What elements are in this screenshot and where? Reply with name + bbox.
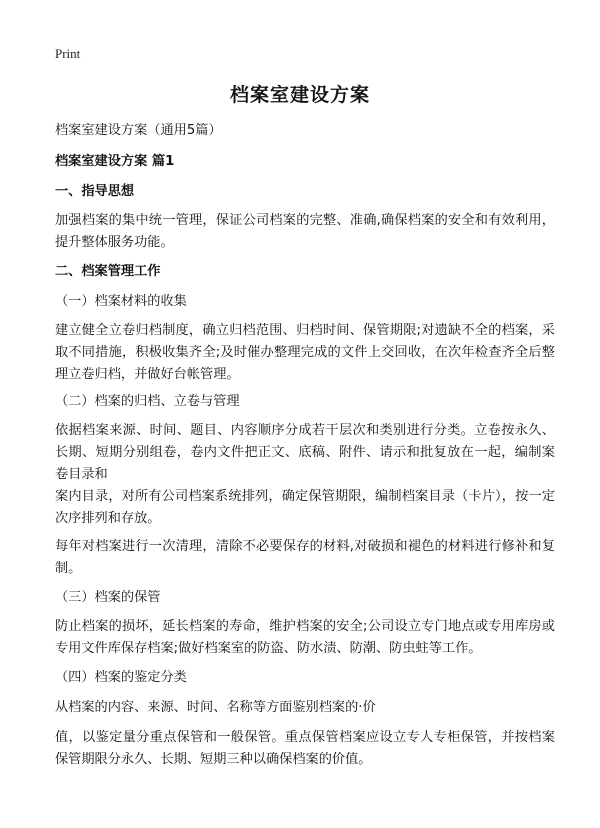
subheading-appraisal: （四）档案的鉴定分类	[55, 670, 187, 685]
heading-guiding-ideology: 一、指导思想	[55, 184, 135, 199]
print-label: Print	[55, 46, 81, 61]
paragraph-filing-1: 依据档案来源、时间、题目、内容顺序分成若干层次和类别进行分类。立卷按永久、长期、短期分别组卷，卷内文件把正文、底稿、附件、请示和批复放在一起，编制案卷目录和	[55, 423, 555, 482]
paragraph-appraisal-1: 从档案的内容、来源、时间、名称等方面鉴别档案的·价	[55, 700, 376, 715]
section-heading: 档案室建设方案 篇1	[55, 154, 175, 169]
paragraph-filing-2: 案内目录，对所有公司档案系统排列，确定保管期限，编制档案目录（卡片），按一定次序排列和存放。	[55, 489, 555, 526]
paragraph-guiding-ideology: 加强档案的集中统一管理，保证公司档案的完整、准确,确保档案的安全和有效利用，提升整体服务功能。	[55, 213, 555, 250]
heading-archive-management: 二、档案管理工作	[55, 264, 161, 279]
paragraph-filing-3: 每年对档案进行一次清理，清除不必要保存的材料,对破损和褪色的材料进行修补和复制。	[55, 539, 555, 576]
subheading-filing: （二）档案的归档、立卷与管理	[55, 394, 240, 409]
subheading-storage: （三）档案的保管	[55, 590, 161, 605]
document-title: 档案室建设方案	[229, 84, 370, 106]
subheading-collection: （一）档案材料的收集	[55, 294, 187, 309]
paragraph-appraisal-2: 值，以鉴定量分重点保管和一般保管。重点保管档案应设立专人专柜保管，并按档案保管期限分永久、长期、短期三种以确保档案的价值。	[55, 730, 555, 767]
document-subtitle: 档案室建设方案（通用5篇）	[55, 123, 222, 138]
paragraph-collection: 建立健全立卷归档制度，确立归档范围、归档时间、保管期限;对遗缺不全的档案，采取不同措施，积极收集齐全;及时催办整理完成的文件上交回收，在次年检查齐全后整理立卷归档，并做好台帐管理。	[55, 323, 555, 382]
paragraph-storage: 防止档案的损坏，延长档案的寿命，维护档案的安全;公司设立专门地点或专用库房或专用文件库保存档案;做好档案室的防盗、防水渍、防潮、防虫蛀等工作。	[55, 619, 555, 656]
